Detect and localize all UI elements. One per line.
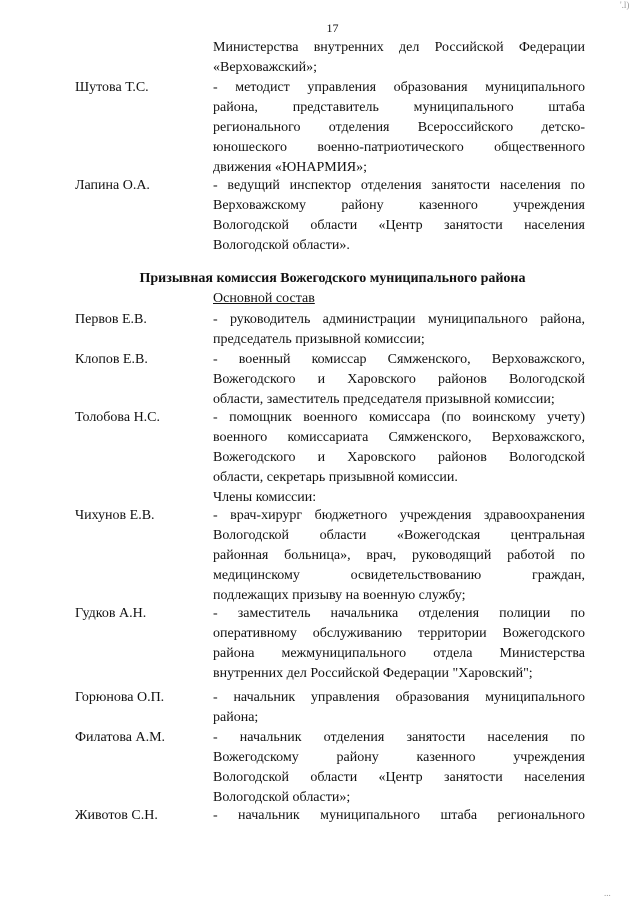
text-line: регионального отделения Всероссийского детско- [213, 120, 585, 135]
member-name: Филатова А.М. [75, 730, 166, 745]
corner-mark-bottom: ... [604, 888, 611, 898]
member-name: Первов Е.В. [75, 312, 147, 327]
page-number: 17 [326, 21, 339, 35]
text-line: - врач-хирург бюджетного учреждения здравоохранения [213, 508, 585, 523]
text-line: Вологодской области «Вожегодская центральная [213, 528, 585, 543]
text-line: - начальник отделения занятости населения по [213, 730, 585, 745]
text-line: области, секретарь призывной комиссии. [213, 470, 458, 485]
member-name: Гудков А.Н. [75, 606, 147, 621]
member-name: Чихунов Е.В. [75, 508, 155, 523]
text-line: Министерства внутренних дел Российской Федерации [213, 40, 585, 55]
text-line: оперативному обслуживанию территории Вожегодского [213, 626, 585, 641]
text-line: движения «ЮНАРМИЯ»; [213, 160, 368, 175]
text-line: медицинскому освидетельствованию граждан, [213, 568, 585, 583]
member-name: Клопов Е.В. [75, 352, 148, 367]
text-line: - помощник военного комиссара (по воинскому учету) [213, 410, 585, 425]
text-line: Вологодской области». [213, 238, 350, 253]
member-name: Лапина О.А. [75, 178, 150, 193]
text-line: - начальник управления образования муниципального [213, 690, 585, 705]
text-line: Вологодской области»; [213, 790, 351, 805]
text-line: подлежащих призыву на военную службу; [213, 588, 466, 603]
text-line: - ведущий инспектор отделения занятости населения по [213, 178, 585, 193]
text-line: Верховажскому району казенного учреждения [213, 198, 585, 213]
text-line: района межмуниципального отдела Министерства [213, 646, 585, 661]
members-label: Члены комиссии: [213, 490, 317, 505]
section-heading: Призывная комиссия Вожегодского муниципального района [139, 271, 526, 286]
text-line: - военный комиссар Сямженского, Верховажского, [213, 352, 585, 367]
text-line: военного комиссариата Сямженского, Верховажского, [213, 430, 585, 445]
text-line: - руководитель администрации муниципального района, [213, 312, 585, 327]
member-name: Горюнова О.П. [75, 690, 165, 705]
main-composition-label: Основной состав [213, 291, 315, 306]
member-name: Шутова Т.С. [75, 80, 149, 95]
text-line: председатель призывной комиссии; [213, 332, 425, 347]
text-line: «Верховажский»; [213, 60, 317, 75]
text-line: - методист управления образования муниципального [213, 80, 585, 95]
text-line: Вожегодскому району казенного учреждения [213, 750, 585, 765]
text-line: района; [213, 710, 259, 725]
text-line: области, заместитель председателя призывной комиссии; [213, 392, 555, 407]
corner-mark-top: '.l) [620, 0, 630, 10]
text-line: - начальник муниципального штаба регионального [213, 808, 585, 823]
text-line: Вожегодского и Харовского районов Вологодской [213, 372, 585, 387]
text-line: внутренних дел Российской Федерации "Харовский"; [213, 666, 533, 681]
text-line: юношеского военно-патриотического общественного [213, 140, 585, 155]
text-line: Вологодской области «Центр занятости населения [213, 218, 585, 233]
text-line: Вологодской области «Центр занятости населения [213, 770, 585, 785]
text-line: - заместитель начальника отделения полиции по [213, 606, 585, 621]
member-name: Толобова Н.С. [75, 410, 161, 425]
text-line: района, представитель муниципального штаба [213, 100, 585, 115]
text-line: Вожегодского и Харовского районов Вологодской [213, 450, 585, 465]
text-line: районная больница», врач, руководящий работой по [213, 548, 585, 563]
member-name: Животов С.Н. [75, 808, 158, 823]
